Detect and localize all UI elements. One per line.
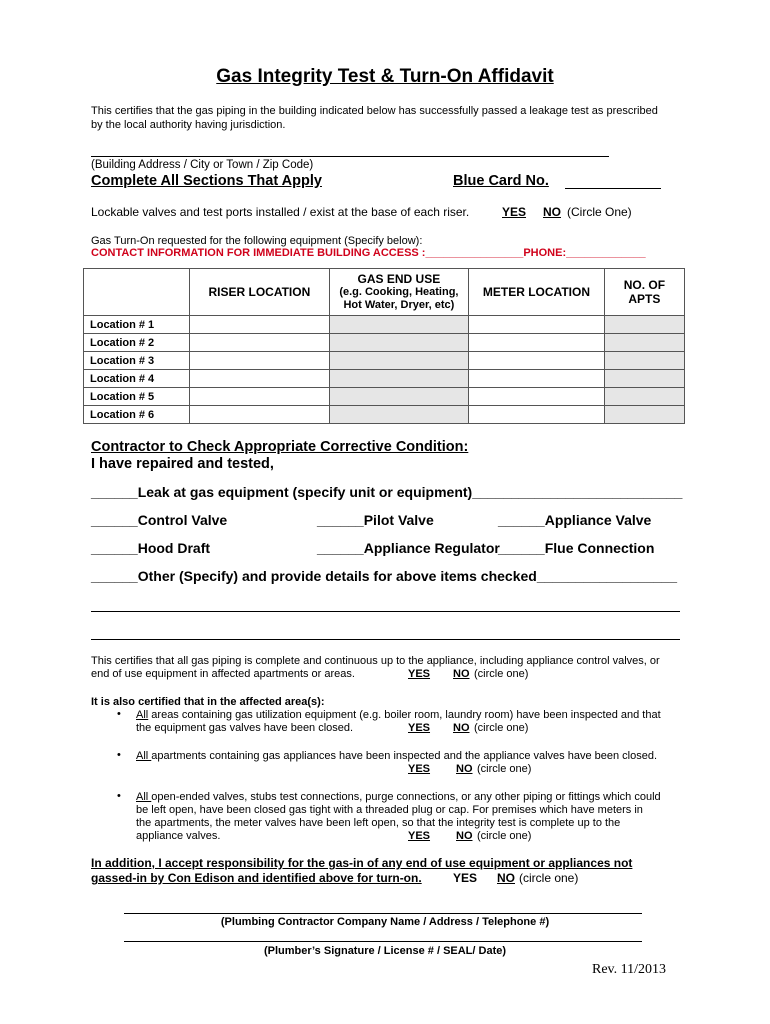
check-flue-connection[interactable]: ______Flue Connection — [498, 540, 655, 556]
table-row — [84, 406, 685, 424]
responsibility-line-2: gassed-in by Con Edison and identified above for turn-on. — [91, 871, 422, 885]
turn-on-text: Gas Turn-On requested for the following equipment (Specify below): — [91, 235, 423, 247]
check-other[interactable]: ______Other (Specify) and provide details for above items checked__________________ — [91, 568, 677, 584]
responsibility-circle: (circle one) — [519, 871, 579, 885]
bullet-1-circle: (circle one) — [474, 722, 529, 734]
apts-cell[interactable] — [604, 316, 684, 334]
bullet-2-yes[interactable]: YES — [408, 763, 431, 775]
gas-end-use-cell[interactable] — [329, 388, 468, 406]
bullet-2-text: apartments containing gas appliances have been inspected and the appliance valves have been closed. — [151, 750, 658, 762]
certifies-line-1: This certifies that all gas piping is complete and continuous up to the appliance, including appliance control valves, or — [91, 655, 660, 667]
riser-cell[interactable] — [190, 388, 330, 406]
bullet-2-no[interactable]: NO — [456, 763, 473, 775]
table-header-row — [84, 269, 685, 316]
meter-cell[interactable] — [469, 388, 605, 406]
lockable-yes[interactable]: YES — [502, 205, 527, 219]
location-label: Location # 1 — [84, 316, 190, 334]
bullet-1-all: All — [136, 709, 149, 721]
check-hood-draft[interactable]: ______Hood Draft — [91, 540, 211, 556]
table-row — [84, 316, 685, 334]
meter-cell[interactable] — [469, 352, 605, 370]
plumber-signature-line[interactable] — [124, 941, 642, 942]
responsibility-line-1: In addition, I accept responsibility for the gas-in of any end of use equipment or appliances not — [91, 856, 633, 870]
certifies-line-2: end of use equipment in affected apartments or areas. — [91, 668, 355, 680]
apts-cell[interactable] — [604, 388, 684, 406]
lockable-text: Lockable valves and test ports installed / exist at the base of each riser. — [91, 205, 470, 219]
also-certified: It is also certified that in the affected area(s): — [91, 696, 325, 708]
bullet-3-line-2: be left open, have been closed gas tight with a threaded plug or cap. For premises which have meters in — [136, 804, 643, 816]
header-gas-end-use — [329, 269, 468, 316]
check-appliance-valve[interactable]: ______Appliance Valve — [498, 512, 652, 528]
bullet-3-no[interactable]: NO — [456, 830, 473, 842]
gas-end-use-cell[interactable] — [329, 334, 468, 352]
certifies-circle: (circle one) — [474, 668, 529, 680]
certifies-no[interactable]: NO — [453, 668, 470, 680]
responsibility-no[interactable]: NO — [497, 871, 515, 885]
blue-card-label: Blue Card No. — [453, 173, 549, 189]
riser-cell[interactable] — [190, 316, 330, 334]
plumber-signature-caption: (Plumber’s Signature / License # / SEAL/ Date) — [263, 945, 507, 957]
bullet-1-line-2: the equipment gas valves have been closed. — [136, 722, 354, 734]
apts-cell[interactable] — [604, 352, 684, 370]
revision-label: Rev. 11/2013 — [592, 962, 667, 977]
equipment-table — [83, 268, 685, 424]
page-title: Gas Integrity Test & Turn-On Affidavit — [216, 66, 554, 87]
bullet-3-all: All — [136, 791, 152, 803]
intro-line-2: by the local authority having jurisdiction. — [91, 119, 286, 131]
blue-card-line[interactable] — [565, 188, 661, 189]
apts-line-1: NO. OF — [623, 278, 666, 292]
bullet-1-line-1 — [136, 708, 661, 722]
lockable-circle: (Circle One) — [567, 205, 632, 219]
gas-end-use-cell[interactable] — [329, 370, 468, 388]
riser-cell[interactable] — [190, 406, 330, 424]
riser-cell[interactable] — [190, 334, 330, 352]
bullet-1-icon: • — [117, 708, 121, 720]
bullet-3-text: open-ended valves, stubs test connections, purge connections, or any other piping or fittings which could — [151, 791, 661, 803]
bullet-3-icon: • — [117, 790, 121, 802]
meter-cell[interactable] — [469, 406, 605, 424]
details-line-1[interactable] — [91, 611, 680, 612]
bullet-2-line-1 — [136, 749, 657, 763]
meter-cell[interactable] — [469, 370, 605, 388]
building-address-line[interactable] — [91, 156, 609, 157]
repaired-tested: I have repaired and tested, — [91, 456, 274, 472]
bullet-1-yes[interactable]: YES — [408, 722, 431, 734]
location-label: Location # 4 — [84, 370, 190, 388]
table-row — [84, 352, 685, 370]
details-line-2[interactable] — [91, 639, 680, 640]
apts-line-2: APTS — [628, 292, 661, 306]
contact-info[interactable]: CONTACT INFORMATION FOR IMMEDIATE BUILDING ACCESS :________________PHONE:_____________ — [91, 247, 646, 259]
bullet-1-no[interactable]: NO — [453, 722, 470, 734]
bullet-3-line-3: the apartments, the meter valves have been left open, so that the integrity test is complete up to the — [136, 817, 621, 829]
gas-end-use-example-2: Hot Water, Dryer, etc) — [343, 298, 455, 311]
gas-end-use-cell[interactable] — [329, 406, 468, 424]
meter-cell[interactable] — [469, 316, 605, 334]
responsibility-yes[interactable]: YES — [453, 871, 478, 885]
header-apts — [604, 269, 684, 316]
riser-cell[interactable] — [190, 352, 330, 370]
header-riser: RISER LOCATION — [190, 269, 330, 316]
lockable-no[interactable]: NO — [543, 205, 561, 219]
location-label: Location # 5 — [84, 388, 190, 406]
certifies-yes[interactable]: YES — [408, 668, 431, 680]
apts-cell[interactable] — [604, 370, 684, 388]
header-meter: METER LOCATION — [469, 269, 605, 316]
bullet-1-text: areas containing gas utilization equipment (e.g. boiler room, laundry room) have been inspected and that — [148, 709, 661, 721]
bullet-3-line-1 — [136, 790, 661, 804]
table-row — [84, 388, 685, 406]
check-leak[interactable]: ______Leak at gas equipment (specify unit or equipment)___________________________ — [91, 484, 683, 500]
riser-cell[interactable] — [190, 370, 330, 388]
location-label: Location # 6 — [84, 406, 190, 424]
meter-cell[interactable] — [469, 334, 605, 352]
apts-cell[interactable] — [604, 334, 684, 352]
location-label: Location # 3 — [84, 352, 190, 370]
bullet-3-circle: (circle one) — [477, 830, 532, 842]
check-pilot-valve[interactable]: ______Pilot Valve — [317, 512, 434, 528]
header-blank — [84, 269, 190, 316]
bullet-2-icon: • — [117, 749, 121, 761]
plumbing-company-caption: (Plumbing Contractor Company Name / Address / Telephone #) — [220, 916, 550, 928]
plumbing-company-line[interactable] — [124, 913, 642, 914]
bullet-2-all: All — [136, 750, 152, 762]
gas-end-use-title: GAS END USE — [357, 271, 441, 286]
check-control-valve[interactable]: ______Control Valve — [91, 512, 228, 528]
apts-cell[interactable] — [604, 406, 684, 424]
bullet-3-yes[interactable]: YES — [408, 830, 431, 842]
check-appliance-regulator[interactable]: ______Appliance Regulator — [317, 540, 500, 556]
bullet-3-line-4: appliance valves. — [136, 830, 221, 842]
table-row — [84, 334, 685, 352]
intro-line-1: This certifies that the gas piping in the building indicated below has successfully passed a leakage test as prescribed — [91, 105, 658, 117]
complete-sections-heading: Complete All Sections That Apply — [91, 173, 322, 189]
bullet-2-circle: (circle one) — [477, 763, 532, 775]
location-label: Location # 2 — [84, 334, 190, 352]
contractor-heading: Contractor to Check Appropriate Corrective Condition: — [91, 439, 469, 455]
gas-end-use-cell[interactable] — [329, 316, 468, 334]
gas-end-use-cell[interactable] — [329, 352, 468, 370]
address-caption: (Building Address / City or Town / Zip Code) — [91, 159, 314, 171]
gas-end-use-example-1: (e.g. Cooking, Heating, — [339, 285, 459, 298]
table-row — [84, 370, 685, 388]
